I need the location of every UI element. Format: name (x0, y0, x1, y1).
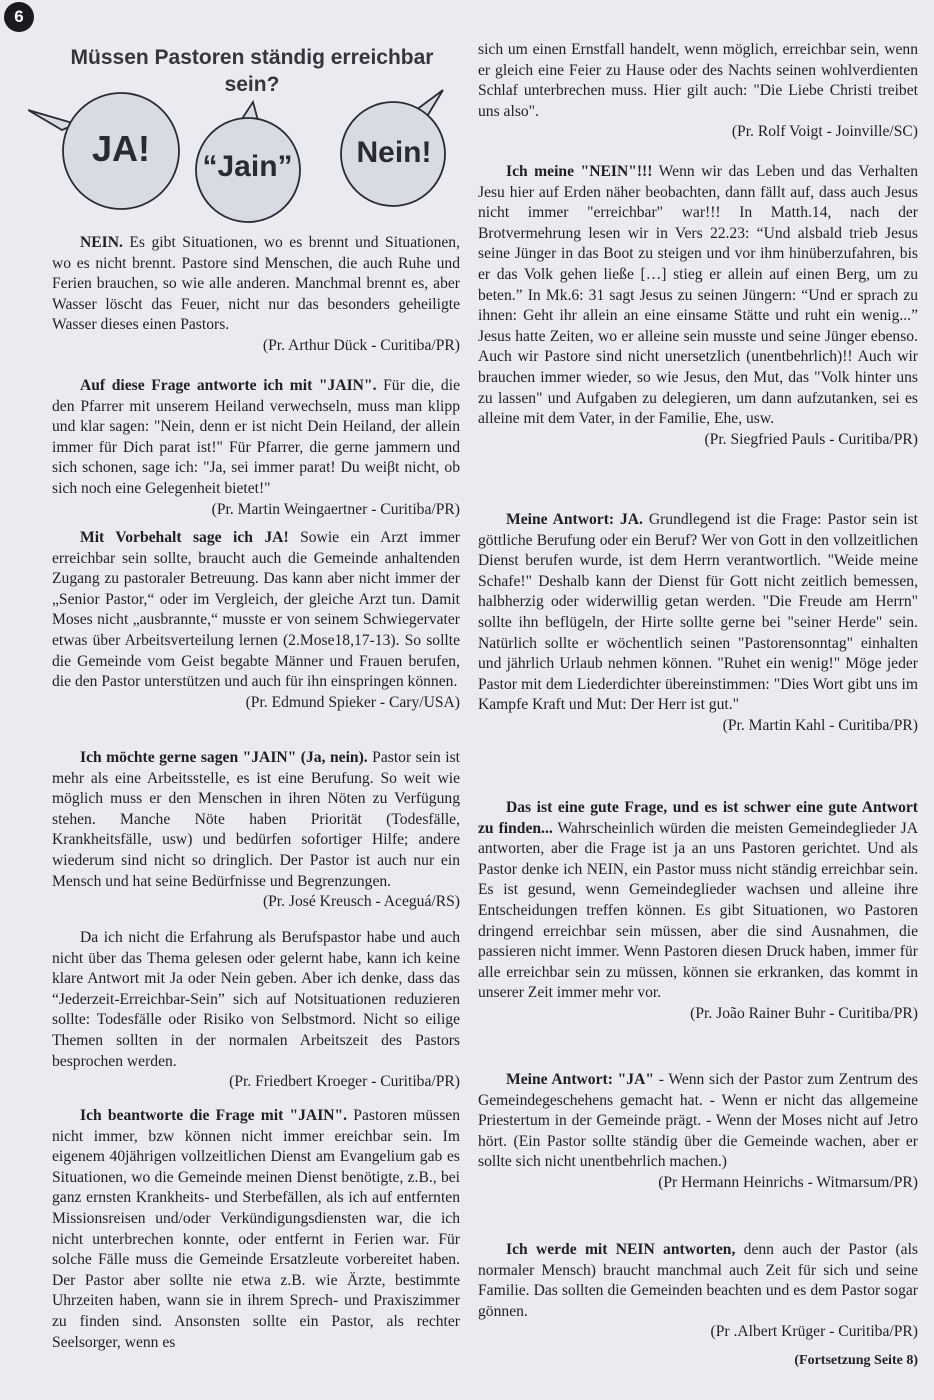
article-lead: Ich beantworte die Frage mit "JAIN". (80, 1107, 348, 1124)
article-right-6 (478, 1240, 918, 1343)
article-body: sich um einen Ernstfall handelt, wenn möglich, erreichbar sein, wenn er gleich eine Feier zu Hause oder des Nachts seinen wohlverdienten Schlaf unterbrechen muss. Hier gilt auch: "Die Liebe Christi treibet uns also". (478, 41, 918, 120)
article-body: Pastoren müssen nicht immer, bzw können nicht immer ereichbar sein. Im eigenem 40jährigen vollzeitlichen Dienst am Evangelium gab es Situationen, wo die Gemeinde meinen Dienst benötigte, z.B., bei ganz ernsten Krankheits- und Sterbefällen, als ich auf entfernten Missionsreisen und/oder Verkündigungsdiensten war, die ich nicht unterbrechen konnte, oder entfernt in Ferien war. Für solche Fälle muss die Gemeinde Ersatzleute vorbereitet haben. Der Pastor aber sollte nie etwa z.B. wie Ärzte, bestimmte Uhrzeiten haben, wann sie in ihrem Sprech- und Praxiszimmer zu finden sind. Ansonsten sollte ein Pastor, als rechter Seelsorger, wenn es (52, 1107, 461, 1351)
article-author: (Pr .Albert Krüger - Curitiba/PR) (710, 1323, 918, 1341)
article-lead: Ich möchte gerne sagen "JAIN" (Ja, nein). (80, 749, 368, 766)
article-left-1 (52, 233, 460, 357)
article-body: Da ich nicht die Erfahrung als Berufspastor habe und auch nicht über das Thema gelesen oder gelernt habe, kann ich keine klare Antwort mit Ja oder Nein geben. Aber ich denke, dass das “Jederzeit-Erreichbar-Sein” sich auf Notsituationen reduzieren sollte: Todesfälle oder Risiko von Selbstmord. Nicht so eilige Themen sollten in der normalen Arbeitszeit des Pastors besprochen werden. (52, 929, 460, 1070)
article-author: (Pr. Arthur Dück - Curitiba/PR) (262, 336, 460, 354)
article-body: Wenn wir das Leben und das Verhalten Jesu hier auf Erden näher beobachten, dann fällt auf, dass auch Jesus nicht immer "erreichbar" war!!! In Matth.14, nach der Brotvermehrung lesen wir in Vers 22.23: “Und alsbald trieb Jesus seine Jünger in das Boot zu steigen und vor ihm hinüberzufahren, bis er das Volk gehen ließe […] stieg er allein auf einen Berg, um zu beten.” In Mk.6: 31 sagt Jesus zu seinen Jüngern: “Und er sprach zu ihnen: Geht ihr allein an eine einsame Stätte und ruht ein wenig...” Jesus hatte Zeiten, wo er alleine sein musste und seine Jünger ebenso. Auch wir Pastore sind nicht unersetzlich (unentbehrlich)!! Auch wir brauchen immer wieder, so wie Jesus, den Mut, das "Volk hinter uns zu lassen" und Aufgaben zu delegieren, um dann aufzutanken, sei es alleine mit dem Vater, in der Familie, Ehe, usw. (478, 163, 918, 428)
article-lead: Meine Antwort: JA. (506, 511, 643, 528)
article-left-2 (52, 376, 460, 520)
article-right-5 (478, 1070, 918, 1194)
headline: Müssen Pastoren ständig erreichbar sein? (70, 46, 434, 96)
article-author: (Pr. Martin Kahl - Curitiba/PR) (722, 716, 918, 734)
article-body: Pastor sein ist mehr als eine Arbeitsstelle, es ist eine Berufung. So weit wie möglich muss er den Menschen in ihren Nöten zu Verfügung stehen. Manche Nöte haben Priorität (Todesfälle, Krankheitsfälle, usw) und bedürfen sofortiger Hilfe; andere wiederum sind nicht so dringlich. Der Pastor ist auch nur ein Mensch und hat seine Bedürfnisse und Begrenzungen. (52, 749, 460, 890)
article-right-4 (478, 798, 918, 1025)
continuation-note: (Fortsetzung Seite 8) (794, 1353, 918, 1368)
article-author: (Pr. Friedbert Kroeger - Curitiba/PR) (229, 1073, 460, 1091)
article-lead: NEIN. (80, 234, 123, 251)
article-author: (Pr. José Kreusch - Aceguá/RS) (262, 893, 460, 911)
article-right-1 (478, 40, 918, 143)
article-author: (Pr. Martin Weingaertner - Curitiba/PR) (211, 500, 460, 518)
article-author: (Pr. Edmund Spieker - Cary/USA) (245, 693, 460, 711)
article-author: (Pr. Siegfried Pauls - Curitiba/PR) (704, 430, 918, 448)
article-left-3 (52, 528, 460, 713)
article-lead: Mit Vorbehalt sage ich JA! (80, 529, 289, 546)
article-author: (Pr. Rolf Voigt - Joinville/SC) (731, 123, 918, 141)
article-body: denn auch der Pastor (als normaler Mensch) braucht manchmal auch Zeit für sich und seine Familie. Das sollten die Gemeinden beachten und es dem Pastor sogar gönnen. (478, 1241, 918, 1320)
article-body: - Wenn sich der Pastor zum Zentrum des Gemeindegeschehens gemacht hat. - Wenn er nicht das allgemeine Priestertum in der Gemeinde prägt. - Wenn der Moses nicht auf Jetro hört. (Ein Pastor sollte ständig über die Gemeinde wachen, aber er sollte sich nicht unentbehrlich machen.) (478, 1071, 918, 1171)
article-right-2 (478, 162, 918, 450)
article-author: (Pr Hermann Heinrichs - Witmarsum/PR) (658, 1173, 918, 1191)
article-body: Es gibt Situationen, wo es brennt und Situationen, wo es nicht brennt. Pastore sind Menschen, die auch Ruhe und Ferien brauchen, so wie alle anderen. Manchmal brennt es, aber Wasser löscht das Feuer, nicht nur das besonders geheiligte Wasser dieses einen Pastors. (52, 234, 460, 334)
article-lead: Ich werde mit NEIN antworten, (506, 1241, 736, 1258)
article-lead: Das ist eine gute Frage, und es ist schwer eine gute Antwort zu finden... (478, 799, 918, 837)
article-lead: Meine Antwort: "JA" (506, 1071, 655, 1088)
bubble-text-jain: “Jain” (202, 150, 293, 183)
article-body: Wahrscheinlich würden die meisten Gemeindeglieder JA antworten, aber die Frage ist ja an uns Pastoren gerichtet. Und als Pastor denke ich NEIN, ein Pastor muss nicht ständig erreichbar sein. Es ist gesund, wenn Gemeindeglieder wachsen und alleine ihre Entscheidungen treffen können. Es gibt Situationen, wo Pastoren dringend erreichbar sein müssen, aber die sind Ausnahmen, die passieren nicht immer. Wenn Pastoren diesen Druck haben, immer für alle erreichbar sein zu müssen, können sie erkranken, das kommt in unserer Zeit immer mehr vor. (478, 819, 919, 1002)
article-lead: Ich meine "NEIN"!!! (506, 163, 653, 180)
article-right-3 (478, 510, 918, 737)
article-left-6 (52, 1106, 460, 1353)
article-left-4 (52, 748, 460, 913)
article-body: Für die, die den Pfarrer mit unserem Heiland verwechseln, muss man klipp und klar sagen: "Nein, denn er ist nicht Dein Heiland, der allein immer für Dich parat ist!" Für Pfarrer, die gerne jammern und sich schonen, sage ich: "Ja, sei immer parat! Du weiβt nicht, ob sich noch eine Gelegenheit bietet!" (52, 377, 460, 497)
bubble-text-nein: Nein! (356, 136, 432, 169)
bubble-text-ja: JA! (91, 128, 150, 169)
article-body: Sowie ein Arzt immer erreichbar sein sollte, braucht auch die Gemeinde anhaltenden Zugang zu pastoraler Betreuung. Das kann aber nicht immer der „Senior Pastor,“ oder im Vergleich, der gleiche Arzt tun. Damit Moses nicht „ausbrannte,“ musste er von seinem Schwiegervater etwas über Arbeitsverteilung lernen (2.Mose18,17-13). So sollte die Gemeinde vom Geist begabte Männer und Frauen berufen, die den Pastor unterstützen und auch für ihn einspringen können. (52, 529, 461, 691)
article-body: Grundlegend ist die Frage: Pastor sein ist göttliche Berufung oder ein Beruf? Wer von Gott in den vollzeitlichen Dienst berufen wurde, ist dem Herrn verantwortlich. "Weide meine Schafe!" Deshalb kann der Dienst für Gott nicht zeitlich bemessen, halbherzig oder widerwillig getan werden. "Die Freude am Herrn" sollte ihn beflügeln, der Hirte sollte gerne bei "seiner Herde" sein. Natürlich sollte er wöchentlich seinen "Pastorensonntag" einhalten und jährlich Urlaub nehmen können. "Ruhet ein wenig!" Möge jeder Pastor mit dem Liederdichter übereinstimmen: "Dies Wort gibt uns im Kampfe Kraft und Mut: Der Herr ist gut." (478, 511, 918, 714)
article-author: (Pr. João Rainer Buhr - Curitiba/PR) (690, 1004, 918, 1022)
page-number-badge: 6 (4, 2, 34, 32)
article-lead: Auf diese Frage antworte ich mit "JAIN". (80, 377, 377, 394)
article-left-5 (52, 928, 460, 1093)
